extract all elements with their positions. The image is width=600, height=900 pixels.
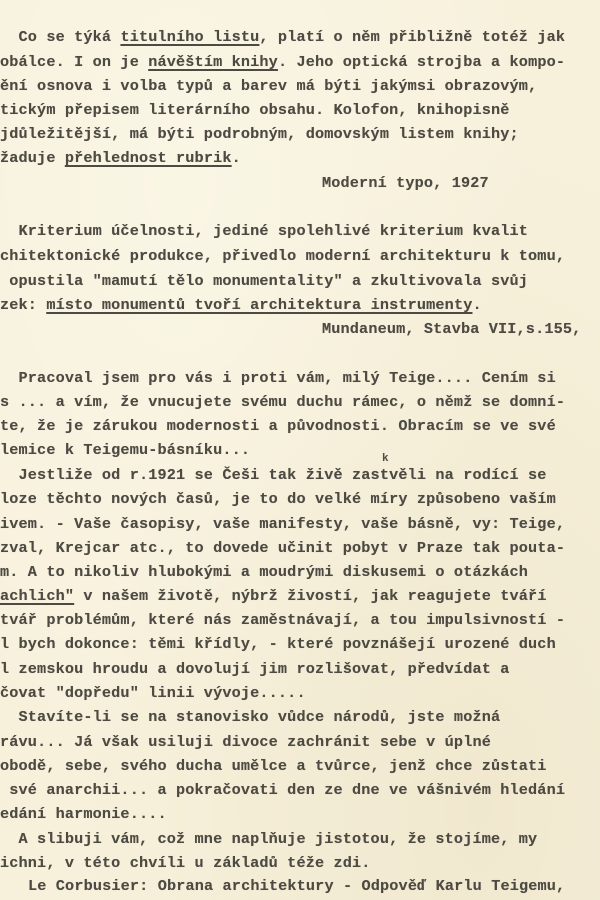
text-run: chitektonické produkce, přivedlo moderní architekturu k tomu, [0, 247, 566, 265]
text-line [0, 830, 537, 848]
text-line [0, 781, 565, 799]
text-line [0, 28, 565, 46]
text-run: tickým přepisem literárního obsahu. Kolofon, knihopisně [0, 101, 510, 119]
text-line [0, 587, 547, 605]
text-run: zval, Krejcar atc., to dovede učinit pobyt v Praze tak pouta- [0, 539, 566, 557]
text-run: tvář problémům, které nás zaměstnávají, a tou impulsivností - [0, 611, 566, 629]
text-run: m. A to nikoliv hlubokými a moudrými diskusemi o otázkách [0, 563, 529, 581]
text-line [0, 369, 556, 387]
underlined-phrase: místo monumentů tvoří architektura instrumenty [46, 296, 473, 314]
text-run: rávu... Já však usiluji divoce zachránit sebe v úplné [0, 733, 491, 751]
text-line [0, 563, 528, 581]
text-run: čovat "dopředu" linii vývoje..... [0, 684, 306, 702]
text-run: žaduje [0, 149, 65, 167]
text-run: , platí o něm přibližně totéž jak [259, 28, 566, 46]
text-run: . [472, 296, 482, 314]
text-line [0, 441, 250, 459]
text-line [0, 247, 565, 265]
text-line [0, 53, 565, 71]
text-line [0, 539, 565, 557]
text-line [0, 296, 482, 314]
text-run: . [231, 149, 241, 167]
text-run: A slibuji vám, což mne naplňuje jistotou, že stojíme, my [0, 830, 538, 848]
text-line [0, 757, 547, 775]
text-run: Co se týká [0, 28, 121, 46]
source-citation: Le Corbusier: Obrana architektury - Odpověď Karlu Teigemu, [28, 877, 566, 895]
text-run: lemice k Teigemu-básníku... [0, 441, 251, 459]
text-line [0, 222, 528, 240]
text-run: l zemskou hroudu a dovolují jim rozlišovat, předvídat a [0, 660, 510, 678]
underlined-phrase: přehlednost rubrik [64, 149, 232, 167]
text-line [0, 149, 241, 167]
text-line [0, 77, 537, 95]
text-line [0, 272, 528, 290]
text-run: ivem. - Vaše časopisy, vaše manifesty, vaše básně, vy: Teige, [0, 515, 566, 533]
text-run: Kriterium účelnosti, jediné spolehlivé kriterium kvalit [0, 222, 529, 240]
underlined-phrase: achlich" [0, 587, 75, 605]
text-run: své anarchii... a pokračovati den ze dne ve vášnivém hledání [0, 781, 566, 799]
text-run: edání harmonie.... [0, 805, 167, 823]
underlined-phrase: návěštím knihy [148, 53, 278, 71]
text-run: obálce. I on je [0, 53, 149, 71]
source-citation: Mundaneum, Stavba VII,s.155, [322, 320, 582, 338]
text-run: v našem životě, nýbrž živostí, jak reagujete tváří [74, 587, 547, 605]
text-run: Stavíte-li se na stanovisko vůdce národů, jste možná [0, 708, 501, 726]
text-line [0, 708, 500, 726]
text-line [0, 125, 519, 143]
text-run: obodě, sebe, svého ducha umělce a tvůrce, jenž chce zůstati [0, 757, 547, 775]
text-line [0, 393, 565, 411]
text-line [0, 684, 306, 702]
text-line [0, 101, 510, 119]
underlined-phrase: titulního listu [120, 28, 260, 46]
text-line [0, 805, 167, 823]
text-run: Jestliže od r.1921 se Češi tak živě zastvěli na rodící se [0, 466, 547, 484]
text-run: jdůležitější, má býti podrobným, domovským listem knihy; [0, 125, 519, 143]
text-line [0, 417, 556, 435]
text-line [0, 635, 556, 653]
text-run: opustila "mamutí tělo monumentality" a zkultivovala svůj [0, 272, 529, 290]
handwritten-insert-mark: k [382, 453, 389, 465]
text-line [0, 854, 371, 872]
source-citation: Moderní typo, 1927 [322, 174, 489, 192]
text-line [0, 611, 565, 629]
text-run: l bych dokonce: těmi křídly, - které povznášejí urozené duch [0, 635, 556, 653]
text-run: Pracoval jsem pro vás i proti vám, milý Teige.... Cením si [0, 369, 556, 387]
text-run: zek: [0, 296, 47, 314]
text-line [0, 733, 491, 751]
text-line [0, 660, 510, 678]
text-run: loze těchto nových časů, je to do velké míry způsobeno vaším [0, 490, 556, 508]
text-line [0, 466, 547, 484]
text-line [0, 490, 556, 508]
text-run: . Jeho optická strojba a kompo- [277, 53, 566, 71]
text-line [0, 515, 565, 533]
text-run: ění osnova i volba typů a barev má býti jakýmsi obrazovým, [0, 77, 538, 95]
text-run: ichni, v této chvíli u základů téže zdi. [0, 854, 371, 872]
text-run: s ... a vím, že vnucujete svému duchu rámec, o němž se domní- [0, 393, 566, 411]
text-run: te, že je zárukou modernosti a původnosti. Obracím se ve své [0, 417, 556, 435]
